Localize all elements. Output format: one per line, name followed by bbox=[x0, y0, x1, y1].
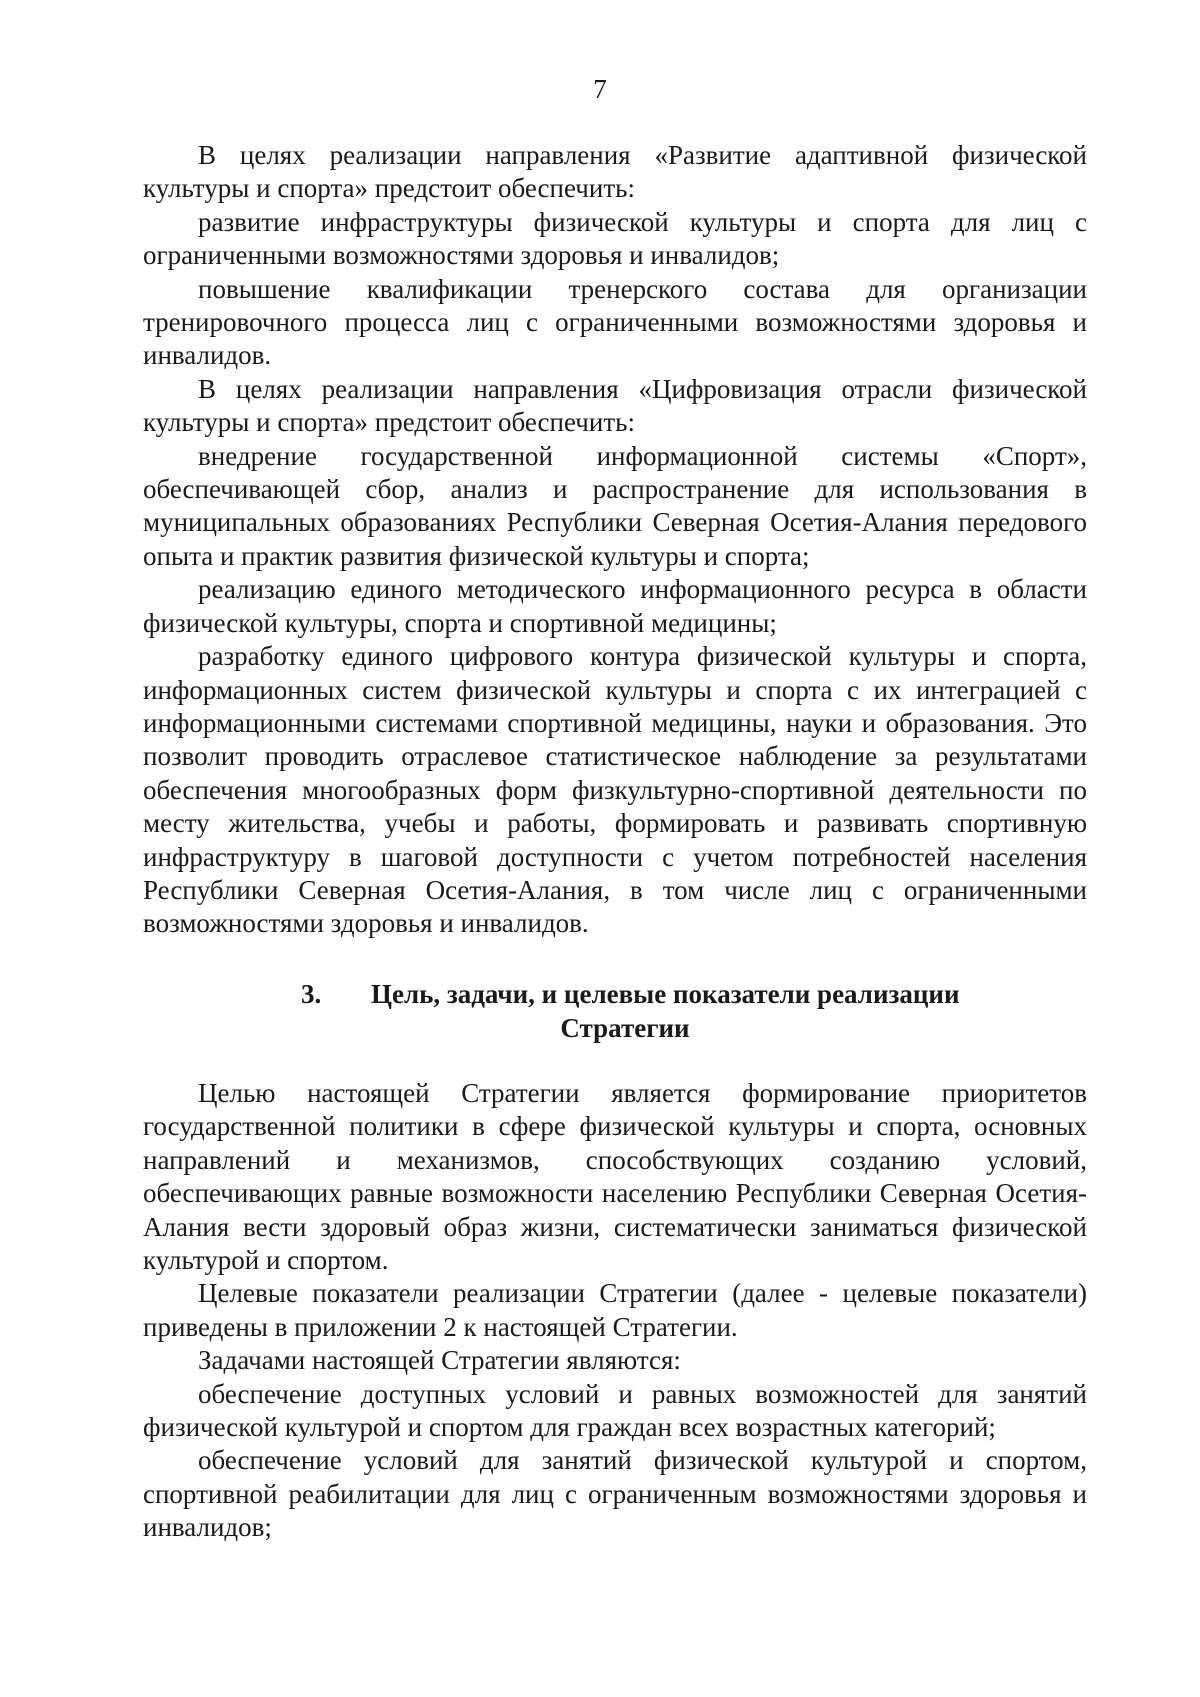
paragraph: Целью настоящей Стратегии является формирование приоритетов государственной политики в сфере физической культуры и спорта, основных направлений и механизмов, способствующих созданию условий, обеспечивающих равные возможности населению Республики Северная Осетия-Алания вести здоровый образ жизни, систематически заниматься физической культурой и спортом. bbox=[143, 1078, 1087, 1276]
paragraph: обеспечение условий для занятий физической культурой и спортом, спортивной реабилитации для лиц с ограниченным возможностями здоровья и инвалидов; bbox=[143, 1445, 1087, 1543]
paragraph: В целях реализации направления «Цифровизация отрасли физической культуры и спорта» предстоит обеспечить: bbox=[143, 373, 1087, 438]
text-block-bottom bbox=[143, 1077, 1087, 1545]
section-title-line1: Цель, задачи, и целевые показатели реализации bbox=[371, 979, 960, 1009]
text-block-top bbox=[143, 139, 1087, 941]
section-heading bbox=[143, 977, 1087, 1045]
section-title-line2: Стратегии bbox=[560, 1013, 690, 1043]
paragraph: внедрение государственной информационной системы «Спорт», обеспечивающей сбор, анализ и распространение для использования в муниципальных образованиях Республики Северная Осетия-Алания передового опыта и практик развития физической культуры и спорта; bbox=[143, 440, 1087, 571]
paragraph: обеспечение доступных условий и равных возможностей для занятий физической культурой и спортом для граждан всех возрастных категорий; bbox=[143, 1378, 1087, 1443]
paragraph: развитие инфраструктуры физической культуры и спорта для лиц с ограниченными возможностями здоровья и инвалидов; bbox=[143, 206, 1087, 271]
page-number: 7 bbox=[593, 74, 607, 104]
section-number: 3. bbox=[301, 979, 322, 1009]
paragraph: реализацию единого методического информационного ресурса в области физической культуры, спорта и спортивной медицины; bbox=[143, 574, 1087, 638]
paragraph: повышение квалификации тренерского состава для организации тренировочного процесса лиц с ограниченными возможностями здоровья и инвалидов. bbox=[143, 273, 1087, 371]
section-heading-line1 bbox=[143, 977, 1087, 1011]
paragraph: Задачами настоящей Стратегии являются: bbox=[198, 1345, 681, 1376]
paragraph: Целевые показатели реализации Стратегии (далее - целевые показатели) приведены в приложении 2 к настоящей Стратегии. bbox=[143, 1278, 1087, 1342]
paragraph: В целях реализации направления «Развитие адаптивной физической культуры и спорта» предстоит обеспечить: bbox=[143, 140, 1087, 204]
paragraph: разработку единого цифрового контура физической культуры и спорта, информационных систем физической культуры и спорта с их интеграцией с информационными системами спортивной медицины, науки и образования. Это позволит проводить отраслевое статистическое наблюдение за результатами обеспечения многообразных форм физкультурно-спортивной деятельности по месту жительства, учебы и работы, формировать и развивать спортивную инфраструктуру в шаговой доступности с учетом потребностей населения Республики Северная Осетия-Алания, в том числе лиц с ограниченными возможностями здоровья и инвалидов. bbox=[143, 641, 1087, 939]
